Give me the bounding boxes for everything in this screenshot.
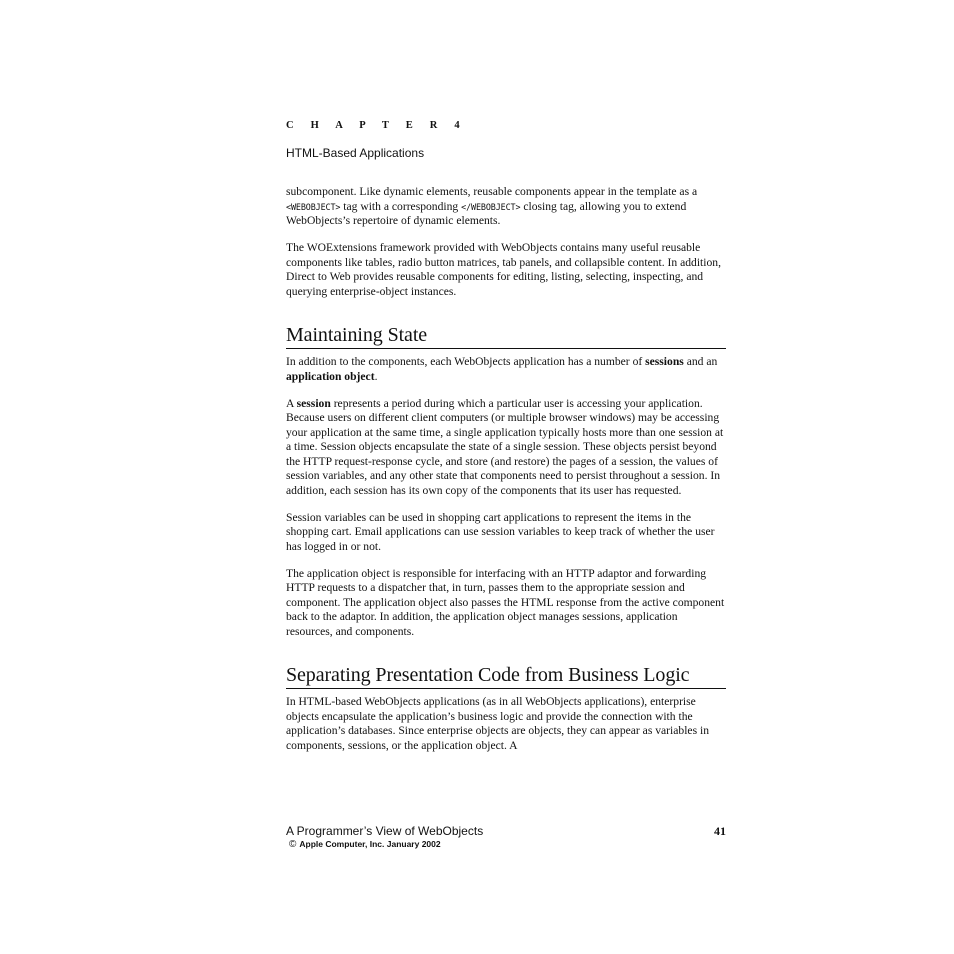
state-paragraph-2	[286, 397, 726, 499]
state-paragraph-4: The application object is responsible for interfacing with an HTTP adaptor and forwarding HTTP requests to a dispatcher that, in turn, passes them to the appropriate session and component. The application object also passes the HTML response from the active component back to the adaptor. In addition, the application object manages sessions, application resources, and components.	[286, 566, 725, 638]
text-run: .	[374, 369, 378, 383]
copyright-text: Apple Computer, Inc. January 2002	[299, 839, 441, 849]
page-number: 41	[714, 824, 726, 838]
term-session: session	[296, 396, 331, 410]
text-run: A	[286, 396, 297, 410]
text-run: subcomponent. Like dynamic elements, reusable components appear in the template as a	[286, 185, 698, 198]
text-run: tag with a corresponding	[340, 199, 462, 213]
footer-book-title: A Programmer’s View of WebObjects	[286, 824, 484, 838]
state-paragraph-1	[286, 355, 726, 384]
copyright-notice	[289, 839, 441, 850]
code-webobject-open: <WEBOBJECT>	[286, 201, 341, 212]
text-run: In addition to the components, each WebObjects application has a number of	[286, 355, 646, 368]
section-heading-maintaining-state: Maintaining State	[286, 323, 726, 349]
section-heading-separating-presentation: Separating Presentation Code from Business Logic	[286, 663, 726, 689]
chapter-label: C H A P T E R 4	[286, 120, 467, 131]
term-application-object: application object	[286, 369, 375, 383]
copyright-icon: ©	[289, 839, 297, 850]
page-body	[286, 185, 726, 766]
text-run: represents a period during which a particular user is accessing your application. Because users on different client computers (or multiple browser windows) may be accessing your application at the same time, a single application typically hosts more than one session at a time. Session objects encapsulate the state of a single session. These objects persist beyond the HTTP request-response cycle, and store (and restore) the pages of a session, the values of session variables, and any other state that components need to persist throughout a session. In addition, each session has its own copy of the components that its user has requested.	[286, 396, 724, 497]
intro-paragraph-2: The WOExtensions framework provided with WebObjects contains many useful reusable components like tables, radio button matrices, tab panels, and collapsible content. In addition, Direct to Web provides reusable components for editing, listing, selecting, inspecting, and querying enterprise-object instances.	[286, 241, 721, 298]
separation-paragraph-1: In HTML-based WebObjects applications (as in all WebObjects applications), enterprise objects encapsulate the application’s business logic and provide the connection with the application’s databases. Since enterprise objects are objects, they can appear as variables in components, sessions, or the application object. A	[286, 695, 710, 752]
text-run: and an	[683, 355, 718, 368]
state-paragraph-3: Session variables can be used in shopping cart applications to represent the items in the shopping cart. Email applications can use session variables to keep track of whether the user has logged in or not.	[286, 510, 715, 553]
intro-paragraph-1	[286, 185, 726, 229]
term-sessions: sessions	[645, 355, 684, 368]
text-run: closing tag, allowing you to extend WebObjects’s repertoire of dynamic elements.	[286, 199, 687, 227]
chapter-title: HTML-Based Applications	[286, 146, 425, 160]
code-webobject-close: </WEBOBJECT>	[461, 201, 521, 212]
